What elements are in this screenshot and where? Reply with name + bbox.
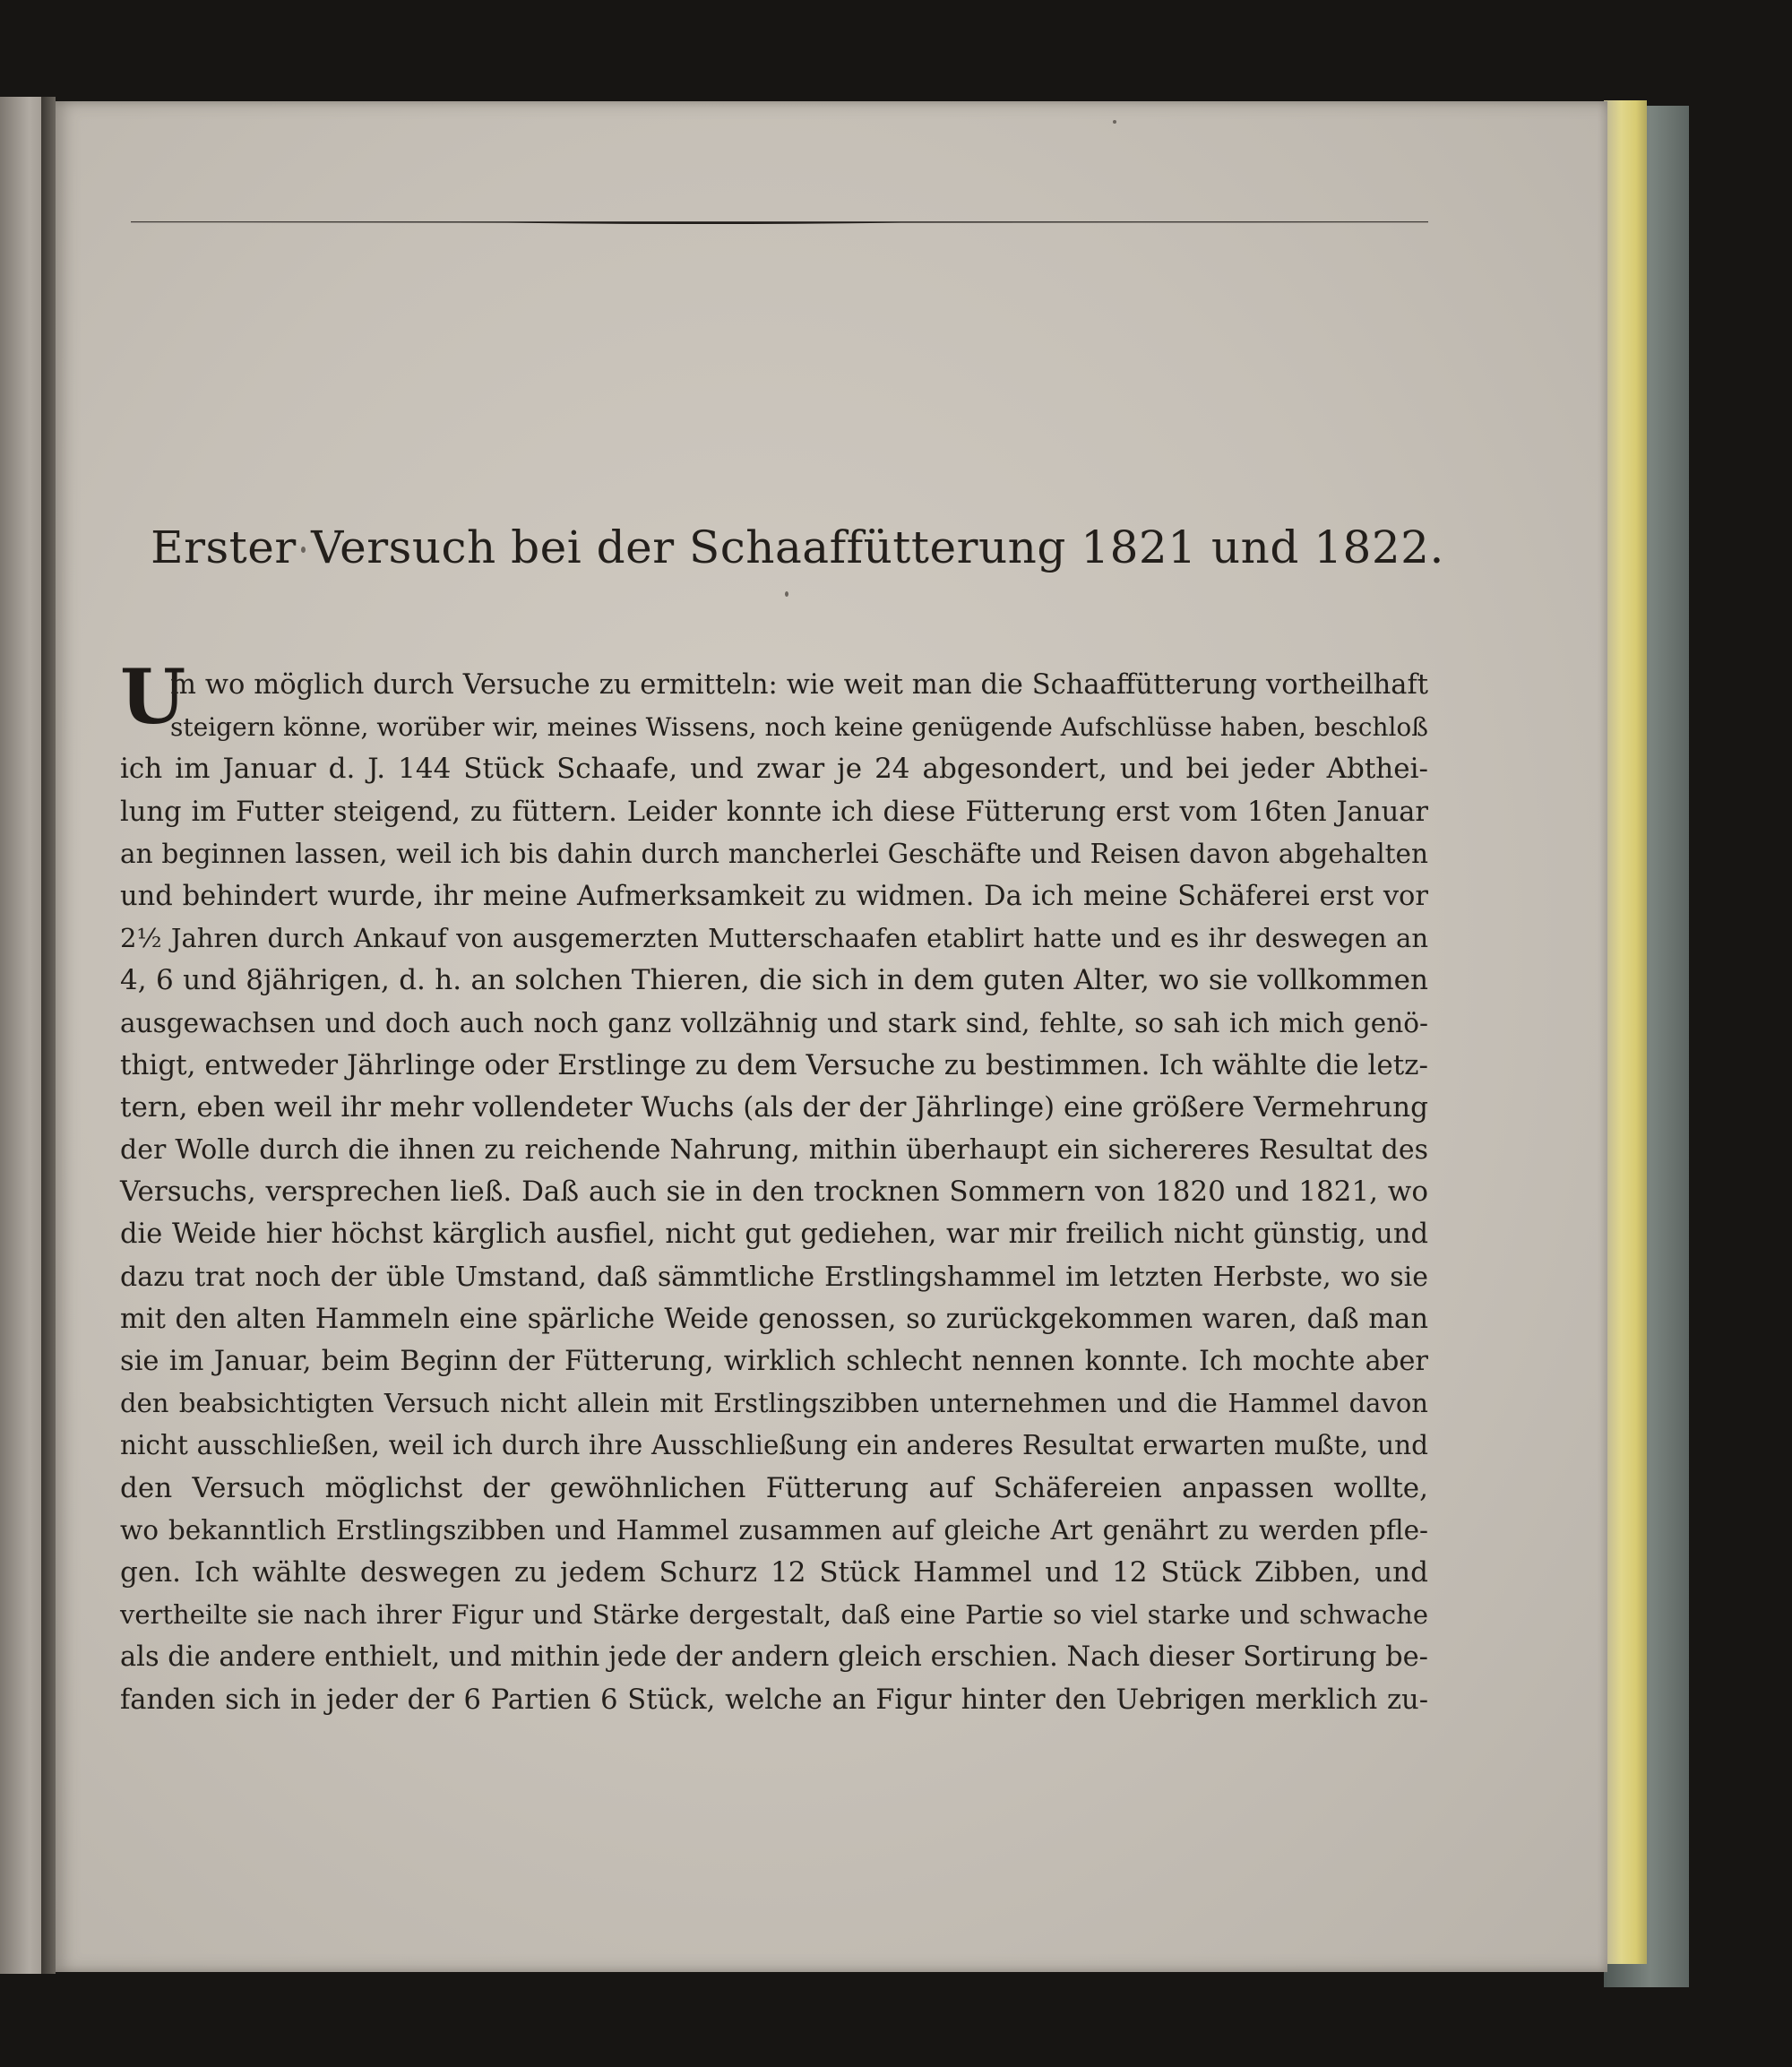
text-line: den beabsichtigten Versuch nicht allein mit Erstlingszibben unternehmen und die Hammel davon	[120, 1388, 1428, 1419]
text-line: mit den alten Hammeln eine spärliche Weide genossen, so zurückgekommen waren, daß man	[120, 1303, 1428, 1335]
text-line: tern, eben weil ihr mehr vollendeter Wuchs (als der der Jährlinge) eine größere Vermehrung	[120, 1090, 1428, 1124]
text-line: m wo möglich durch Versuche zu ermitteln: wie weit man die Schaaffütterung vortheilhaft	[170, 669, 1428, 701]
text-line: den Versuch möglichst der gewöhnlichen Fütterung auf Schäfereien anpassen wollte,	[120, 1471, 1428, 1504]
text-line: als die andere enthielt, und mithin jede der andern gleich erschien. Nach dieser Sortirung be-	[120, 1641, 1428, 1674]
page-fore-edge	[1604, 100, 1647, 1964]
text-line: steigern könne, worüber wir, meines Wissens, noch keine genügende Aufschlüsse haben, beschloß	[170, 712, 1428, 743]
paper-speck	[785, 591, 788, 597]
text-line: nicht ausschließen, weil ich durch ihre Ausschließung ein anderes Resultat erwarten mußte, und	[120, 1430, 1428, 1461]
text-line: gen. Ich wählte deswegen zu jedem Schurz 12 Stück Hammel und 12 Stück Zibben, und	[120, 1555, 1428, 1589]
text-line: Versuchs, versprechen ließ. Daß auch sie in den trocknen Sommern von 1820 und 1821, wo	[120, 1176, 1428, 1209]
drop-cap: U	[120, 652, 186, 741]
text-line: vertheilte sie nach ihrer Figur und Stärke dergestalt, daß eine Partie so viel starke und schwache	[120, 1599, 1428, 1631]
text-line: der Wolle durch die ihnen zu reichende Nahrung, mithin überhaupt ein sichereres Resultat des	[120, 1134, 1428, 1167]
body-paragraph	[120, 664, 1428, 1721]
chapter-heading: Erster Versuch bei der Schaaffütterung 1821 und 1822.	[151, 521, 1444, 573]
text-line: dazu trat noch der üble Umstand, daß sämmtliche Erstlingshammel im letzten Herbste, wo sie	[120, 1261, 1428, 1293]
book-gutter	[41, 97, 56, 1974]
text-line: sie im Januar, beim Beginn der Fütterung, wirklich schlecht nennen konnte. Ich mochte aber	[120, 1346, 1428, 1377]
text-line: und behindert wurde, ihr meine Aufmerksamkeit zu widmen. Da ich meine Schäferei erst vor	[120, 880, 1428, 912]
text-line: die Weide hier höchst kärglich ausfiel, nicht gut gediehen, war mir freilich nicht günstig, und	[120, 1219, 1428, 1251]
paper-speck	[1113, 120, 1116, 124]
text-line: lung im Futter steigend, zu füttern. Leider konnte ich diese Fütterung erst vom 16ten Januar	[120, 796, 1428, 828]
text-line: fanden sich in jeder der 6 Partien 6 Stück, welche an Figur hinter den Uebrigen merklich zu-	[120, 1684, 1428, 1716]
text-line: wo bekanntlich Erstlingszibben und Hammel zusammen auf gleiche Art genährt zu werden pfle-	[120, 1514, 1428, 1546]
text-line: an beginnen lassen, weil ich bis dahin durch mancherlei Geschäfte und Reisen davon abgehalten	[120, 838, 1428, 869]
text-line: 2½ Jahren durch Ankauf von ausgemerzten Mutterschaafen etablirt hatte und es ihr deswegen an	[120, 923, 1428, 954]
text-line: ausgewachsen und doch auch noch ganz vollzähnig und stark sind, fehlte, so sah ich mich genö-	[120, 1007, 1428, 1038]
decorative-rule	[131, 219, 1428, 226]
text-line: thigt, entweder Jährlinge oder Erstlinge zu dem Versuche zu bestimmen. Ich wählte die letz-	[120, 1048, 1428, 1081]
text-line: ich im Januar d. J. 144 Stück Schaafe, und zwar je 24 abgesondert, und bei jeder Abthei-	[120, 753, 1428, 786]
text-line: 4, 6 und 8jährigen, d. h. an solchen Thieren, die sich in dem guten Alter, wo sie vollkommen	[120, 964, 1428, 997]
